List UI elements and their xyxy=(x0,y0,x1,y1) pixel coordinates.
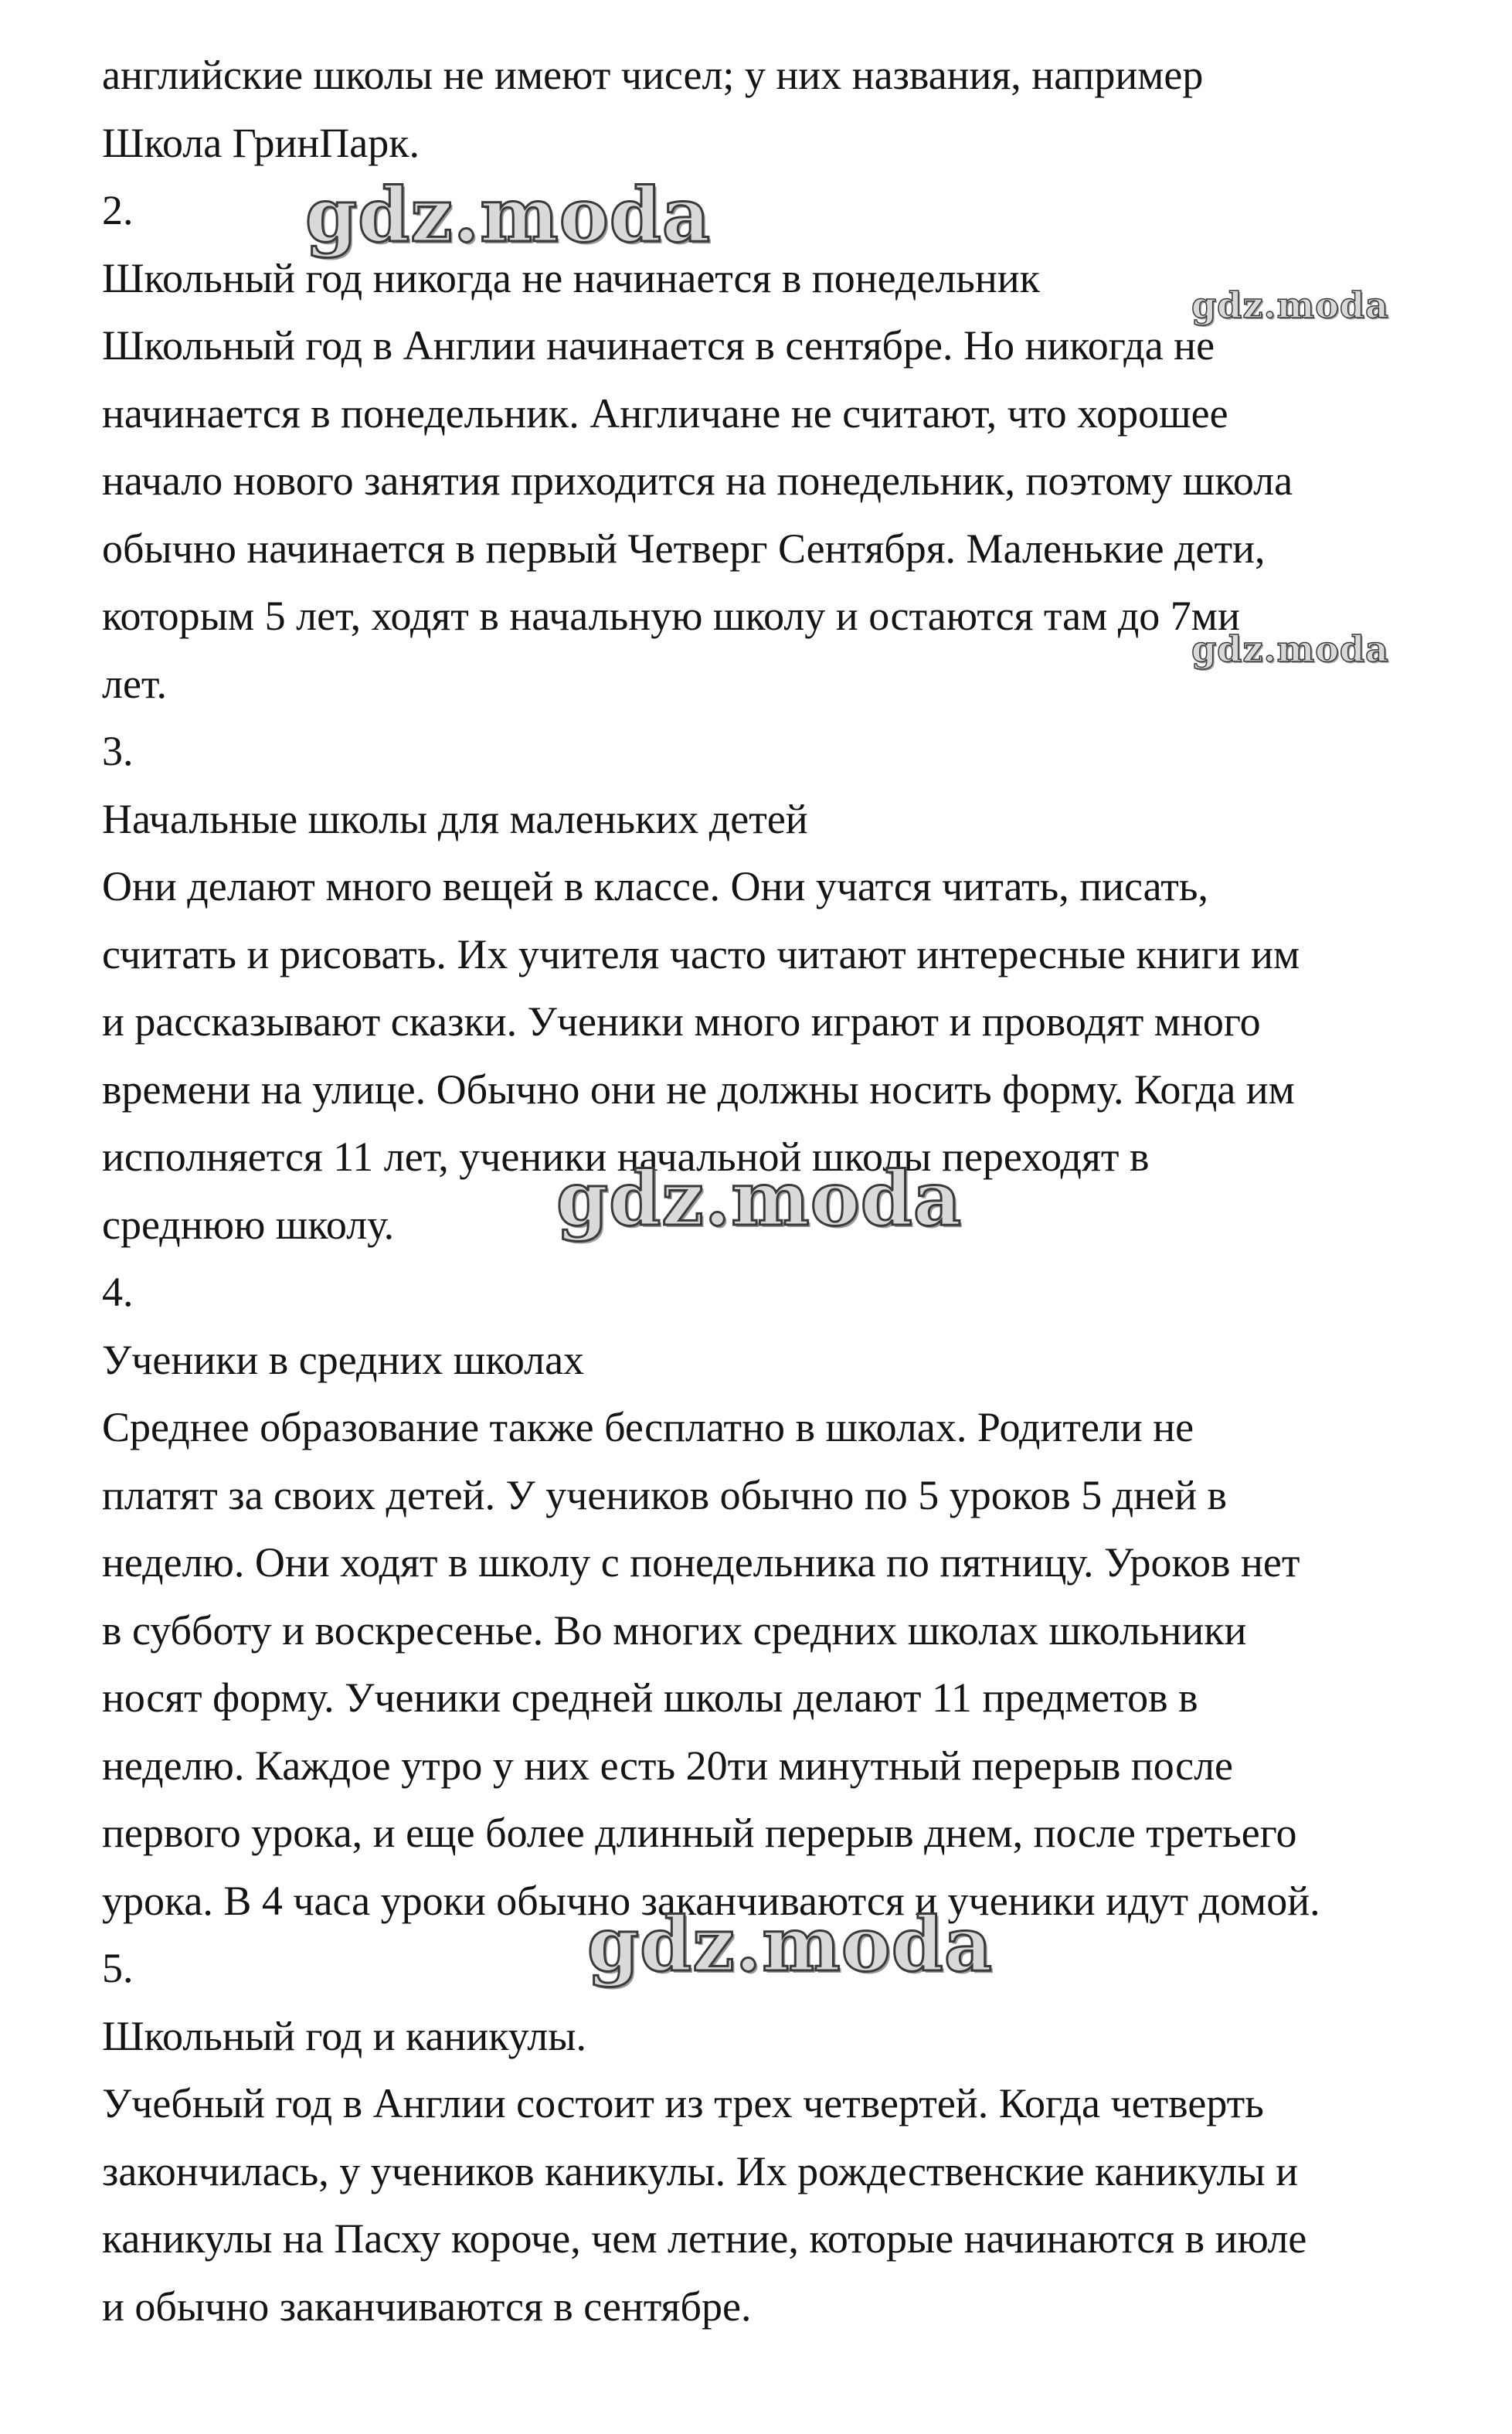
section-heading: Начальные школы для маленьких детей xyxy=(102,795,808,842)
text-line: лет. xyxy=(102,660,167,707)
watermark: gdz.moda xyxy=(1191,284,1389,326)
text-line: исполняется 11 лет, ученики начальной школы переходят в xyxy=(102,1134,1150,1180)
text-line: Они делают много вещей в классе. Они учатся читать, писать, xyxy=(102,863,1208,909)
text-line: и рассказывают сказки. Ученики много играют и проводят много xyxy=(102,998,1261,1045)
text-line: которым 5 лет, ходят в начальную школу и остаются там до 7ми xyxy=(102,593,1240,639)
watermark: gdz.moda xyxy=(305,172,712,259)
text-line: первого урока, и еще более длинный перерыв днем, после третьего xyxy=(102,1810,1297,1856)
text-line: времени на улице. Обычно они не должны носить форму. Когда им xyxy=(102,1066,1295,1113)
text-line: Школьный год в Англии начинается в сентябре. Но никогда не xyxy=(102,322,1215,369)
text-line: Среднее образование также бесплатно в школах. Родители не xyxy=(102,1404,1194,1450)
text-line: и обычно заканчиваются в сентябре. xyxy=(102,2283,752,2330)
section-number: 4. xyxy=(102,1269,134,1315)
text-line: платят за своих детей. У учеников обычно по 5 уроков 5 дней в xyxy=(102,1471,1228,1518)
text-line: обычно начинается в первый Четверг Сентября. Маленькие дети, xyxy=(102,525,1266,572)
watermark: gdz.moda xyxy=(1191,628,1389,670)
document-text xyxy=(102,42,1415,2341)
text-line: закончилась, у учеников каникулы. Их рождественские каникулы и xyxy=(102,2147,1299,2194)
text-line: среднюю школу. xyxy=(102,1201,395,1248)
text-line: начинается в понедельник. Англичане не считают, что хорошее xyxy=(102,389,1228,437)
section-number: 3. xyxy=(102,728,134,774)
text-line: каникулы на Пасху короче, чем летние, которые начинаются в июле xyxy=(102,2215,1307,2262)
text-line: урока. В 4 часа уроки обычно заканчиваются и ученики идут домой. xyxy=(102,1877,1320,1924)
text-line: в субботу и воскресенье. Во многих средних школах школьники xyxy=(102,1606,1247,1654)
section-heading: Школьный год никогда не начинается в понедельник xyxy=(102,254,1040,301)
text-line: Школа ГринПарк. xyxy=(102,119,420,166)
text-line: начало нового занятия приходится на понедельник, поэтому школа xyxy=(102,457,1293,504)
watermark: gdz.moda xyxy=(556,1155,963,1242)
text-line: неделю. Каждое утро у них есть 20ти минутный перерыв после xyxy=(102,1742,1234,1789)
section-number: 2. xyxy=(102,187,134,233)
text-line: английские школы не имеют чисел; у них названия, например xyxy=(102,52,1204,98)
text-line: считать и рисовать. Их учителя часто читают интересные книги им xyxy=(102,930,1300,977)
text-line: носят форму. Ученики средней школы делают 11 предметов в xyxy=(102,1674,1198,1721)
text-line: Учебный год в Англии состоит из трех четвертей. Когда четверть xyxy=(102,2080,1264,2126)
text-line: неделю. Они ходят в школу с понедельника по пятницу. Уроков нет xyxy=(102,1539,1300,1586)
watermark: gdz.moda xyxy=(587,1901,994,1988)
section-heading: Ученики в средних школах xyxy=(102,1336,585,1383)
section-heading: Школьный год и каникулы. xyxy=(102,2012,587,2059)
section-number: 5. xyxy=(102,1945,134,1991)
